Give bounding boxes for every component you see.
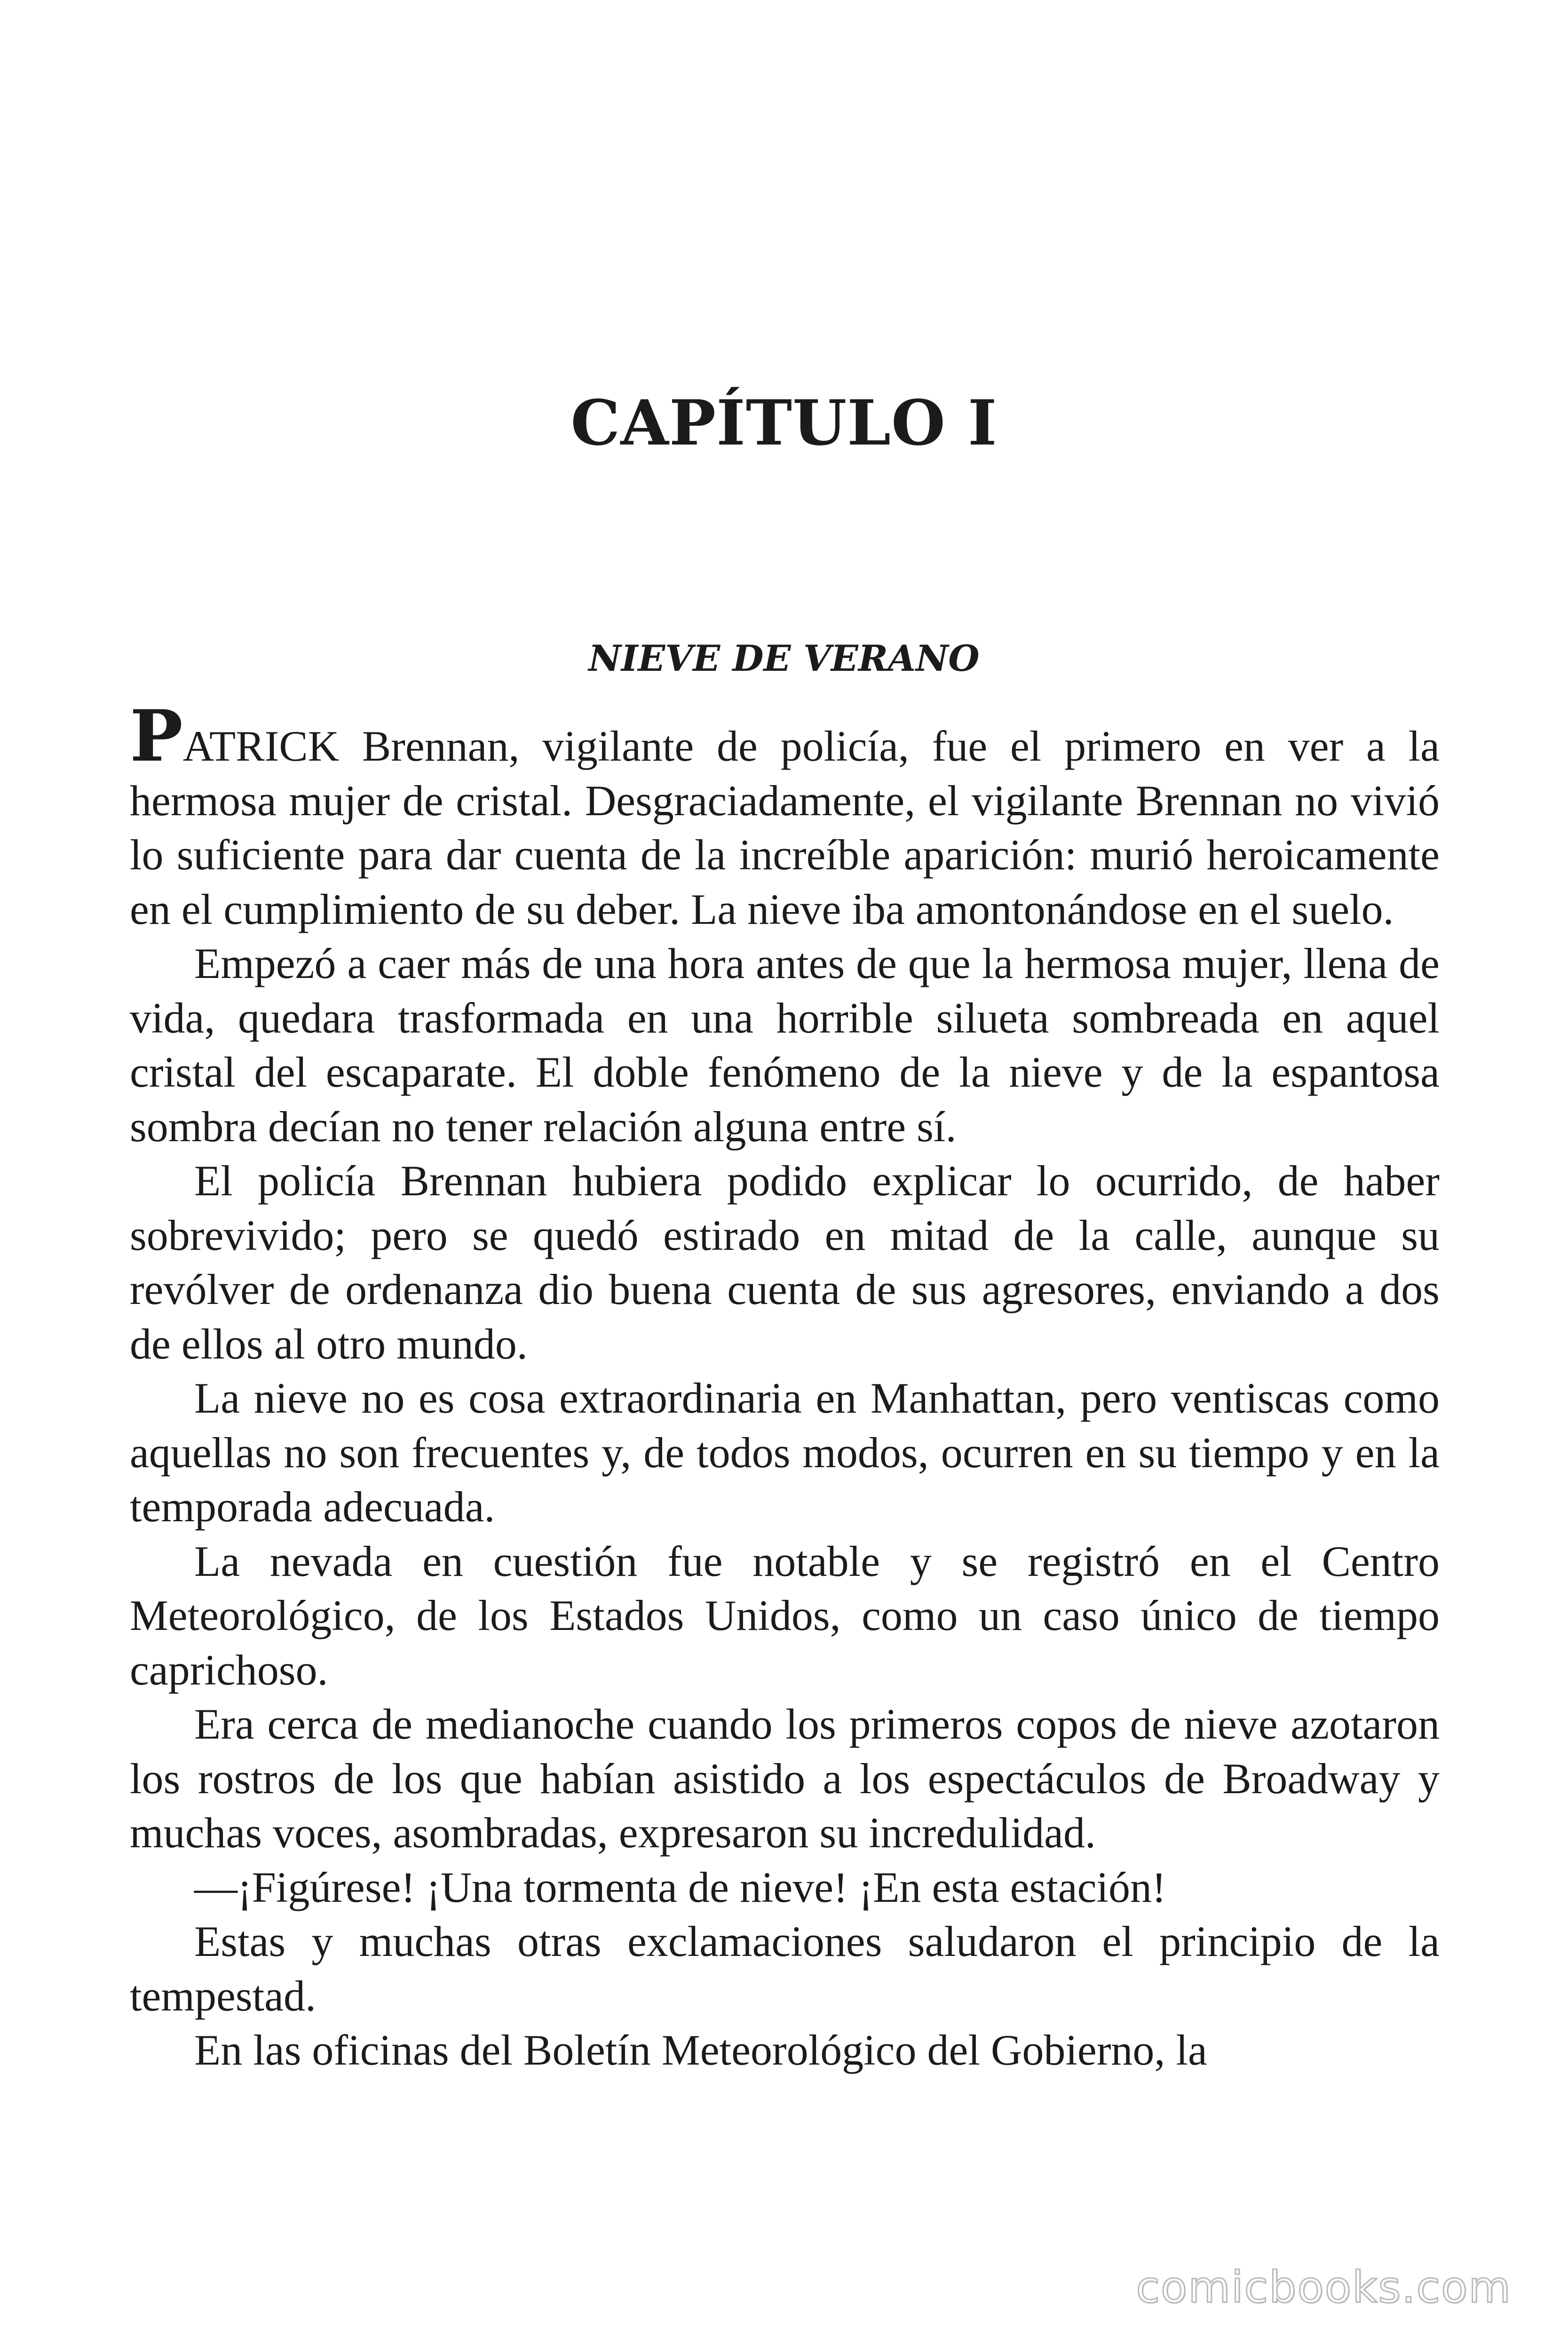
small-caps-name: ATRICK — [182, 722, 340, 770]
first-paragraph — [130, 695, 1440, 937]
body-text — [130, 695, 1440, 2078]
watermark: comicbooks.com — [1136, 2262, 1512, 2312]
drop-cap: P — [130, 695, 183, 778]
paragraph: Empezó a caer más de una hora antes de que la hermosa mujer, llena de vida, quedara trasformada en una horrible silueta sombreada en aquel cristal del escaparate. El doble fenómeno de la nieve y de la espantosa sombra decían no tener relación alguna entre sí. — [130, 939, 1440, 1151]
section-title: NIEVE DE VERANO — [588, 637, 980, 679]
paragraph: El policía Brennan hubiera podido explicar lo ocurrido, de haber sobrevivido; pero se quedó estirado en mitad de la calle, aunque su revólver de ordenanza dio buena cuenta de sus agresores, enviando a dos de ellos al otro mundo. — [130, 1157, 1440, 1368]
chapter-title: CAPÍTULO I — [570, 387, 998, 460]
first-paragraph-text: Brennan, vigilante de policía, fue el primero en ver a la hermosa mujer de cristal. Desgraciadamente, el vigilante Brennan no vivió lo suficiente para dar cuenta de la increíble aparición: murió heroicamente en el cumplimiento de su deber. La nieve iba amontonándose en el suelo. — [130, 722, 1440, 933]
paragraph: La nevada en cuestión fue notable y se registró en el Centro Meteorológico, de los Estados Unidos, como un caso único de tiempo caprichoso. — [130, 1537, 1440, 1694]
paragraph: Estas y muchas otras exclamaciones saludaron el principio de la tempestad. — [130, 1917, 1440, 2020]
paragraph: La nieve no es cosa extraordinaria en Manhattan, pero ventiscas como aquellas no son frecuentes y, de todos modos, ocurren en su tiempo y en la temporada adecuada. — [130, 1374, 1440, 1531]
paragraph: —¡Figúrese! ¡Una tormenta de nieve! ¡En esta estación! — [194, 1863, 1166, 1911]
paragraph: En las oficinas del Boletín Meteorológico del Gobierno, la — [194, 2026, 1207, 2074]
paragraph: Era cerca de medianoche cuando los primeros copos de nieve azotaron los rostros de los que habían asistido a los espectáculos de Broadway y muchas voces, asombradas, expresaron su incredulidad. — [130, 1700, 1440, 1857]
